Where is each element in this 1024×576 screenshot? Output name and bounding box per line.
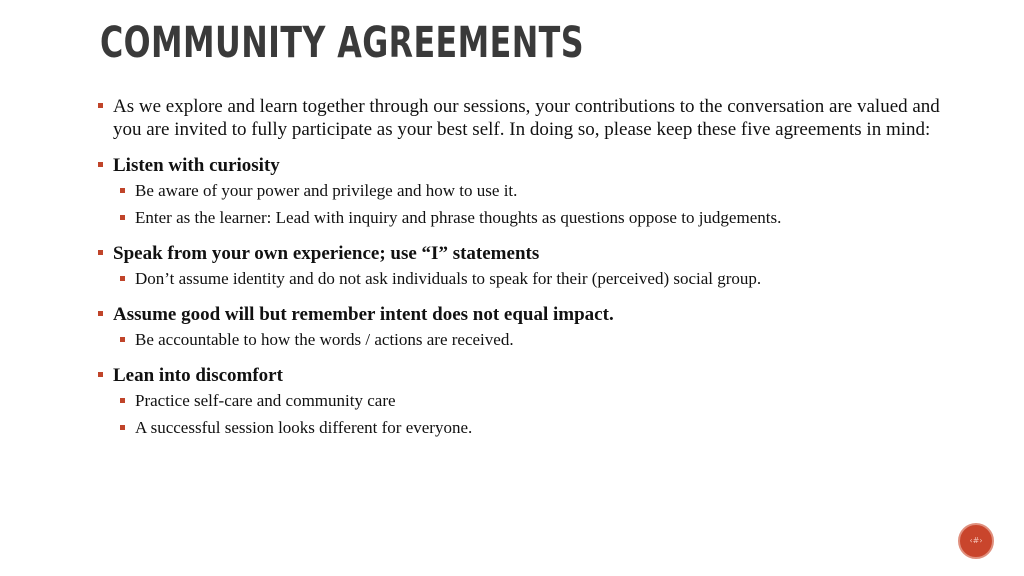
agreement-item: Enter as the learner: Lead with inquiry and phrase thoughts as questions oppose to judgements. [98,207,948,229]
agreement-heading: Assume good will but remember intent does not equal impact. [98,303,948,326]
agreement-item: Practice self-care and community care [98,390,948,412]
agreement-item: A successful session looks different for everyone. [98,417,948,439]
agreement-heading: Listen with curiosity [98,154,948,177]
slide-title: COMMUNITY AGREEMENTS [100,18,584,68]
agreement-item: Be aware of your power and privilege and how to use it. [98,180,948,202]
agreement-item: Be accountable to how the words / actions are received. [98,329,948,351]
slide-body [98,95,948,439]
agreement-heading: Speak from your own experience; use “I” statements [98,242,948,265]
agreement-item: Don’t assume identity and do not ask individuals to speak for their (perceived) social group. [98,268,948,290]
slide-number-badge: ‹#› [958,523,994,559]
agreement-heading: Lean into discomfort [98,364,948,387]
intro-paragraph: As we explore and learn together through our sessions, your contributions to the conversation are valued and you are invited to fully participate as your best self. In doing so, please keep these five agreements in mind: [98,95,948,141]
